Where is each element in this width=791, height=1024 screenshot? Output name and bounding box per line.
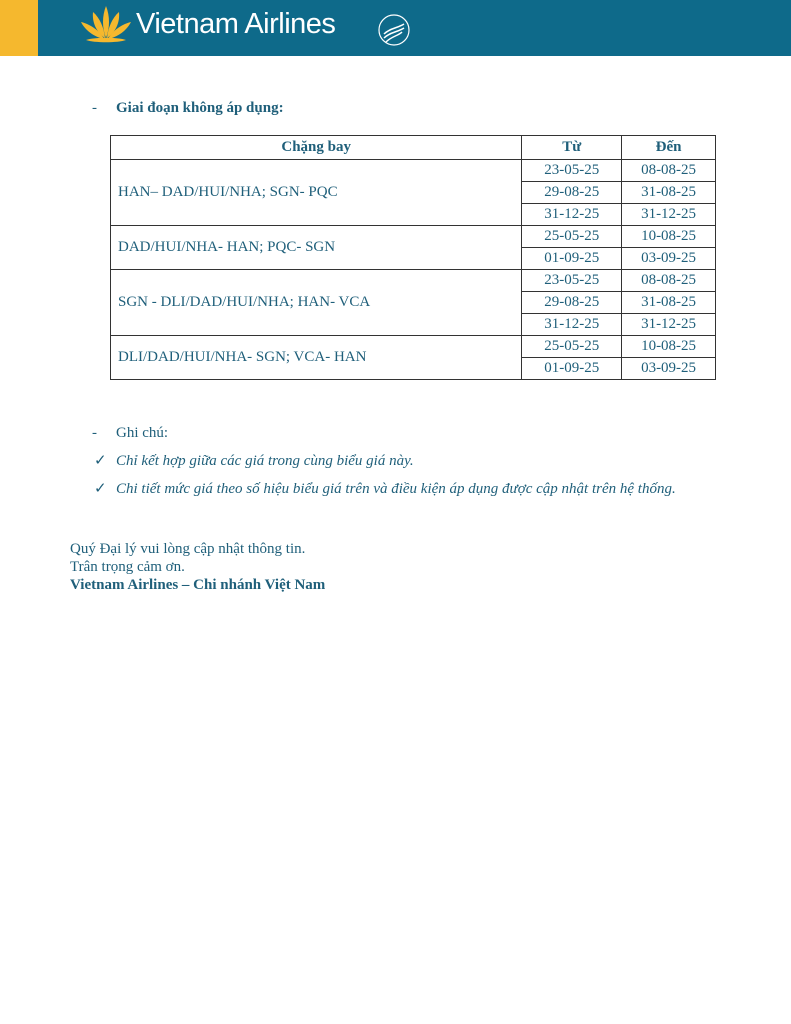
from-date-cell: 25-05-25: [522, 336, 622, 358]
header-from: Từ: [522, 136, 622, 160]
non-applicable-periods-table: [110, 135, 716, 380]
notes-bullet: -: [92, 425, 97, 441]
table-row: [111, 226, 716, 248]
signature: Vietnam Airlines – Chi nhánh Việt Nam: [70, 577, 326, 593]
table-row: [111, 270, 716, 292]
header-route: Chặng bay: [111, 136, 522, 160]
closing-line-2: Trân trọng cảm ơn.: [70, 559, 185, 575]
notes-title: Ghi chú:: [116, 425, 169, 441]
to-date-cell: 03-09-25: [622, 248, 716, 270]
to-date-cell: 10-08-25: [622, 336, 716, 358]
lotus-logo-icon: [76, 4, 136, 44]
closing-line-1: Quý Đại lý vui lòng cập nhật thông tin.: [70, 541, 306, 557]
header-bar: [0, 0, 791, 56]
section-heading: [92, 100, 284, 117]
from-date-cell: 01-09-25: [522, 248, 622, 270]
from-date-cell: 01-09-25: [522, 358, 622, 380]
note-text: Chỉ kết hợp giữa các giá trong cùng biểu giá này.: [116, 453, 414, 469]
header-to: Đến: [622, 136, 716, 160]
to-date-cell: 08-08-25: [622, 270, 716, 292]
skyteam-logo-icon: [374, 10, 414, 50]
to-date-cell: 31-12-25: [622, 204, 716, 226]
section-title: Giai đoạn không áp dụng:: [116, 100, 284, 116]
to-date-cell: 08-08-25: [622, 160, 716, 182]
from-date-cell: 23-05-25: [522, 160, 622, 182]
from-date-cell: 31-12-25: [522, 204, 622, 226]
to-date-cell: 03-09-25: [622, 358, 716, 380]
header-accent-strip: [0, 0, 38, 56]
to-date-cell: 31-08-25: [622, 292, 716, 314]
from-date-cell: 29-08-25: [522, 292, 622, 314]
notes-heading: [92, 425, 168, 442]
table-row: [111, 160, 716, 182]
route-cell: HAN– DAD/HUI/NHA; SGN- PQC: [111, 160, 522, 226]
checkmark-icon: ✓: [94, 481, 107, 497]
table-header-row: [111, 136, 716, 160]
route-cell: DAD/HUI/NHA- HAN; PQC- SGN: [111, 226, 522, 270]
route-cell: DLI/DAD/HUI/NHA- SGN; VCA- HAN: [111, 336, 522, 380]
closing-block: [70, 540, 325, 594]
note-item: [94, 451, 414, 470]
to-date-cell: 31-12-25: [622, 314, 716, 336]
from-date-cell: 29-08-25: [522, 182, 622, 204]
table-row: [111, 336, 716, 358]
note-item: [94, 479, 676, 498]
section-bullet: -: [92, 100, 97, 116]
to-date-cell: 31-08-25: [622, 182, 716, 204]
note-text: Chi tiết mức giá theo số hiệu biểu giá trên và điều kiện áp dụng được cập nhật trên hệ thống.: [116, 481, 676, 497]
from-date-cell: 23-05-25: [522, 270, 622, 292]
brand-name: Vietnam Airlines: [136, 8, 336, 40]
checkmark-icon: ✓: [94, 453, 107, 469]
from-date-cell: 25-05-25: [522, 226, 622, 248]
from-date-cell: 31-12-25: [522, 314, 622, 336]
route-cell: SGN - DLI/DAD/HUI/NHA; HAN- VCA: [111, 270, 522, 336]
to-date-cell: 10-08-25: [622, 226, 716, 248]
